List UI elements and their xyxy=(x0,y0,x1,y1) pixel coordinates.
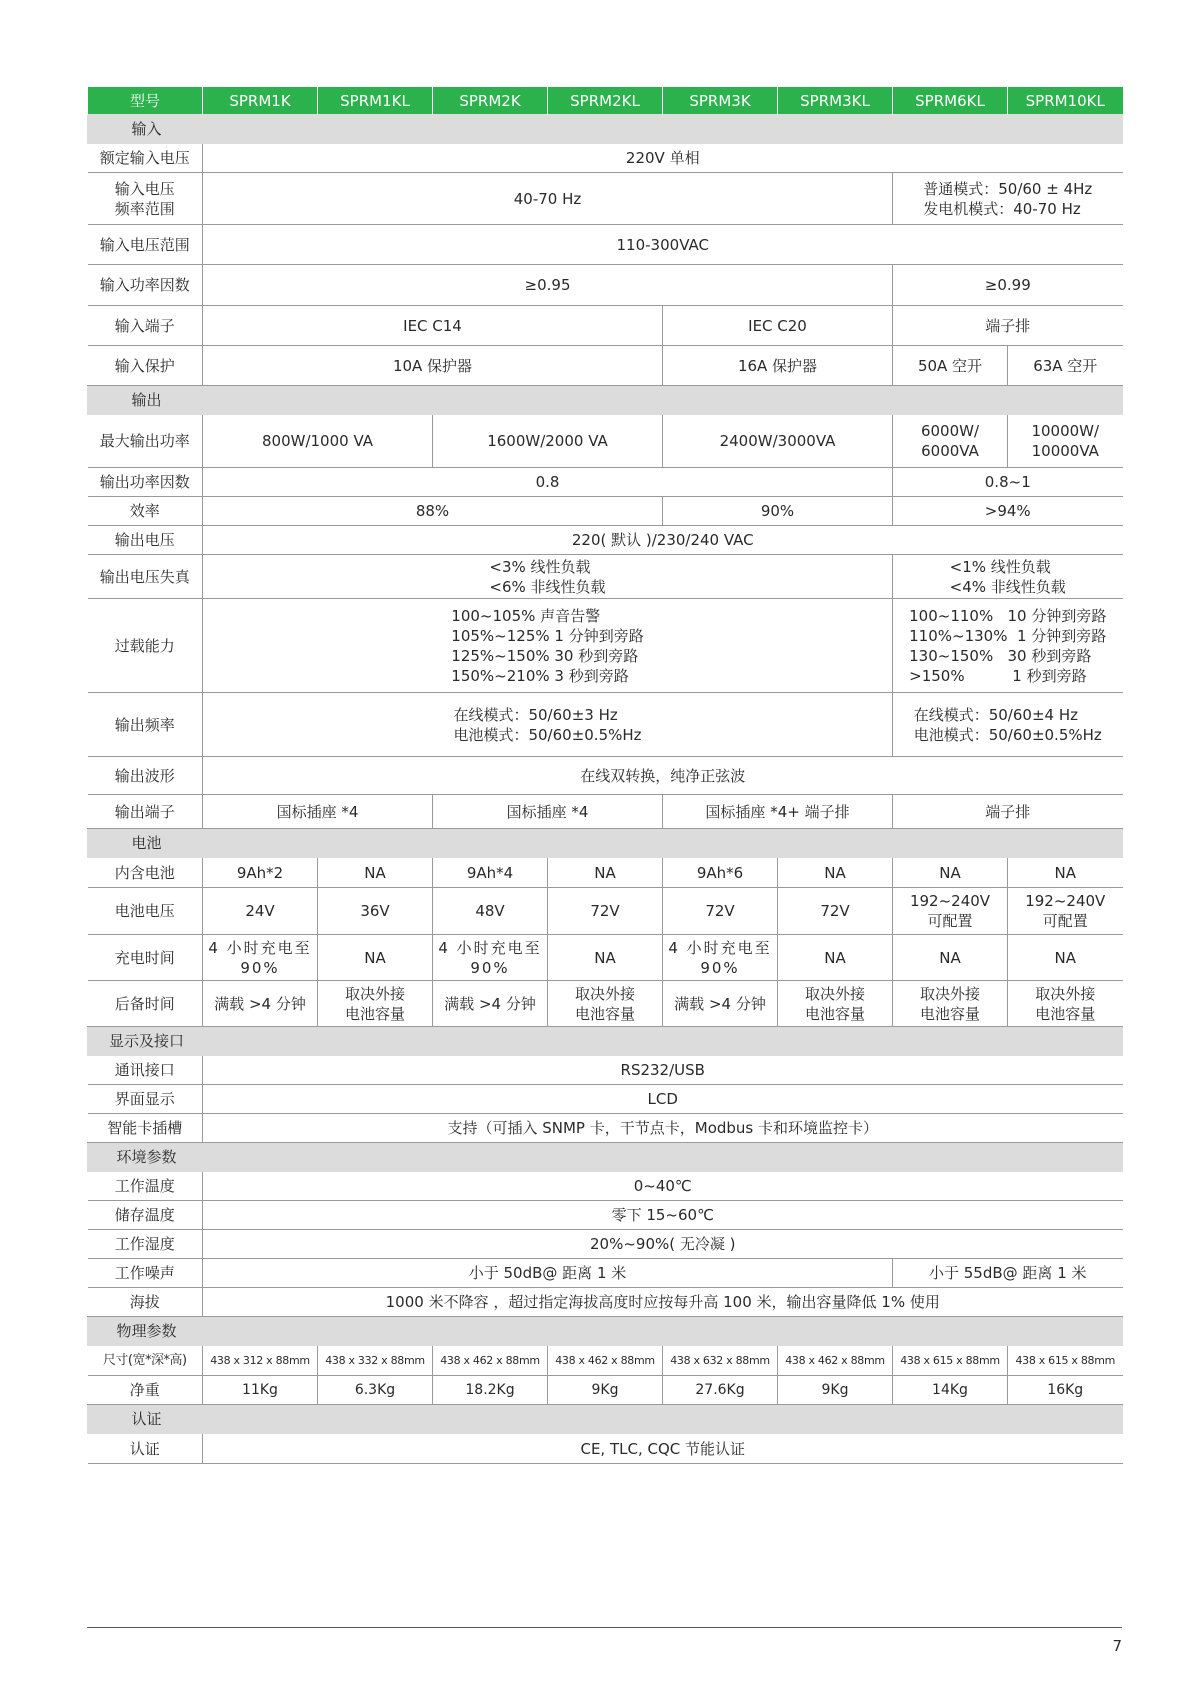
cell: NA xyxy=(1008,935,1123,981)
cell: <1% 线性负载 <4% 非线性负载 xyxy=(893,555,1123,599)
cell: 取决外接 电池容量 xyxy=(318,981,433,1027)
row-label: 后备时间 xyxy=(88,981,203,1027)
cell: 192~240V 可配置 xyxy=(1008,888,1123,935)
cell: 110-300VAC xyxy=(203,225,1123,265)
section-title: 显示及接口 xyxy=(108,1032,184,1050)
table-row xyxy=(88,497,1123,526)
cell: 9Ah*2 xyxy=(203,858,318,888)
table-row xyxy=(88,1376,1123,1405)
model-name: SPRM1KL xyxy=(318,87,433,115)
table-row xyxy=(88,1346,1123,1376)
cell: 国标插座 *4 xyxy=(433,795,663,829)
cell: 88% xyxy=(203,497,663,526)
section-title: 输入 xyxy=(131,120,162,138)
row-label: 输入端子 xyxy=(88,306,203,346)
row-label: 过载能力 xyxy=(88,599,203,693)
cell: CE, TLC, CQC 节能认证 xyxy=(203,1434,1123,1464)
cell: 普通模式：50/60 ± 4Hz 发电机模式：40-70 Hz xyxy=(893,173,1123,225)
table-row xyxy=(88,599,1123,693)
cell: 438 x 462 x 88mm xyxy=(778,1346,893,1376)
cell: 63A 空开 xyxy=(1008,346,1123,386)
row-label: 效率 xyxy=(88,497,203,526)
table-row xyxy=(88,1201,1123,1230)
table-row xyxy=(88,858,1123,888)
section-header xyxy=(88,115,1123,144)
table-row xyxy=(88,415,1123,468)
row-label: 输出电压失真 xyxy=(88,555,203,599)
cell: 72V xyxy=(548,888,663,935)
cell: 100~105% 声音告警 105%~125% 1 分钟到旁路 125%~150% 30 秒到旁路 150%~210% 3 秒到旁路 xyxy=(203,599,893,693)
cell: 支持（可插入 SNMP 卡，干节点卡，Modbus 卡和环境监控卡） xyxy=(203,1114,1123,1143)
footer-divider xyxy=(87,1627,1122,1628)
cell: 2400W/3000VA xyxy=(663,415,893,468)
cell: NA xyxy=(318,858,433,888)
row-label: 充电时间 xyxy=(88,935,203,981)
cell: NA xyxy=(893,858,1008,888)
cell: 72V xyxy=(663,888,778,935)
cell: 438 x 462 x 88mm xyxy=(548,1346,663,1376)
row-label: 工作噪声 xyxy=(88,1259,203,1288)
cell: 0~40℃ xyxy=(203,1172,1123,1201)
table-row xyxy=(88,1288,1123,1317)
row-label: 输入电压 频率范围 xyxy=(88,173,203,225)
cell: 10A 保护器 xyxy=(203,346,663,386)
row-label: 工作温度 xyxy=(88,1172,203,1201)
cell: NA xyxy=(548,935,663,981)
table-row xyxy=(88,795,1123,829)
table-row xyxy=(88,1085,1123,1114)
cell: NA xyxy=(893,935,1008,981)
section-header xyxy=(88,1027,1123,1056)
cell: 小于 50dB@ 距离 1 米 xyxy=(203,1259,893,1288)
cell: 90% xyxy=(663,497,893,526)
cell: 9Kg xyxy=(778,1376,893,1405)
row-label: 输出电压 xyxy=(88,526,203,555)
cell: 192~240V 可配置 xyxy=(893,888,1008,935)
section-header xyxy=(88,1317,1123,1346)
section-header xyxy=(88,386,1123,415)
row-label: 输入功率因数 xyxy=(88,265,203,306)
cell: RS232/USB xyxy=(203,1056,1123,1085)
cell: 438 x 462 x 88mm xyxy=(433,1346,548,1376)
cell: 6000W/ 6000VA xyxy=(893,415,1008,468)
cell: 14Kg xyxy=(893,1376,1008,1405)
page-number: 7 xyxy=(1112,1637,1122,1655)
cell: 800W/1000 VA xyxy=(203,415,433,468)
cell: 100~110% 10 分钟到旁路 110%~130% 1 分钟到旁路 130~150% 30 秒到旁路 >150% 1 秒到旁路 xyxy=(893,599,1123,693)
table-row xyxy=(88,265,1123,306)
table-row xyxy=(88,1114,1123,1143)
table-row xyxy=(88,935,1123,981)
section-title: 环境参数 xyxy=(116,1148,177,1166)
row-label: 通讯接口 xyxy=(88,1056,203,1085)
cell: 72V xyxy=(778,888,893,935)
row-label: 输出功率因数 xyxy=(88,468,203,497)
table-row xyxy=(88,1172,1123,1201)
cell: 40-70 Hz xyxy=(203,173,893,225)
cell: 取决外接 电池容量 xyxy=(893,981,1008,1027)
row-label: 认证 xyxy=(88,1434,203,1464)
table-row xyxy=(88,981,1123,1027)
cell: 50A 空开 xyxy=(893,346,1008,386)
table-row xyxy=(88,144,1123,173)
row-label: 净重 xyxy=(88,1376,203,1405)
model-name: SPRM2KL xyxy=(548,87,663,115)
cell: 取决外接 电池容量 xyxy=(1008,981,1123,1027)
model-name: SPRM3K xyxy=(663,87,778,115)
cell: 满载 >4 分钟 xyxy=(663,981,778,1027)
table-row xyxy=(88,306,1123,346)
model-name: SPRM6KL xyxy=(893,87,1008,115)
cell: NA xyxy=(778,858,893,888)
cell: NA xyxy=(318,935,433,981)
section-header xyxy=(88,1405,1123,1434)
table-row xyxy=(88,1259,1123,1288)
cell: IEC C20 xyxy=(663,306,893,346)
cell: 4 小时充电至 90% xyxy=(663,935,778,981)
cell: 24V xyxy=(203,888,318,935)
table-row xyxy=(88,526,1123,555)
row-label: 输入电压范围 xyxy=(88,225,203,265)
row-label: 输入保护 xyxy=(88,346,203,386)
model-name: SPRM2K xyxy=(433,87,548,115)
cell: 在线模式：50/60±3 Hz 电池模式：50/60±0.5%Hz xyxy=(203,693,893,757)
section-title: 物理参数 xyxy=(116,1322,177,1340)
table-row xyxy=(88,346,1123,386)
section-title: 电池 xyxy=(131,834,162,852)
cell: 48V xyxy=(433,888,548,935)
row-label: 智能卡插槽 xyxy=(88,1114,203,1143)
row-label: 工作湿度 xyxy=(88,1230,203,1259)
cell: 4 小时充电至 90% xyxy=(203,935,318,981)
table-row xyxy=(88,555,1123,599)
row-label: 海拔 xyxy=(88,1288,203,1317)
cell: 16A 保护器 xyxy=(663,346,893,386)
cell: >94% xyxy=(893,497,1123,526)
table-row xyxy=(88,468,1123,497)
table-row xyxy=(88,1056,1123,1085)
cell: 取决外接 电池容量 xyxy=(778,981,893,1027)
spec-table xyxy=(87,86,1123,1464)
cell: 20%~90%( 无冷凝 ) xyxy=(203,1230,1123,1259)
cell: NA xyxy=(778,935,893,981)
row-label: 最大输出功率 xyxy=(88,415,203,468)
table-row xyxy=(88,173,1123,225)
row-label: 额定输入电压 xyxy=(88,144,203,173)
cell: 438 x 312 x 88mm xyxy=(203,1346,318,1376)
cell: NA xyxy=(548,858,663,888)
cell: 1600W/2000 VA xyxy=(433,415,663,468)
cell: 6.3Kg xyxy=(318,1376,433,1405)
header-row xyxy=(88,87,1123,115)
cell: 小于 55dB@ 距离 1 米 xyxy=(893,1259,1123,1288)
section-header xyxy=(88,829,1123,858)
cell: 1000 米不降容 ，超过指定海拔高度时应按每升高 100 米，输出容量降低 1% 使用 xyxy=(203,1288,1123,1317)
cell: 国标插座 *4+ 端子排 xyxy=(663,795,893,829)
cell: IEC C14 xyxy=(203,306,663,346)
cell: 取决外接 电池容量 xyxy=(548,981,663,1027)
row-label: 内含电池 xyxy=(88,858,203,888)
row-label: 输出频率 xyxy=(88,693,203,757)
cell: 438 x 632 x 88mm xyxy=(663,1346,778,1376)
cell: 220V 单相 xyxy=(203,144,1123,173)
cell: 零下 15~60℃ xyxy=(203,1201,1123,1230)
table-row xyxy=(88,888,1123,935)
cell: ≥0.99 xyxy=(893,265,1123,306)
cell: 0.8 xyxy=(203,468,893,497)
cell: 满载 >4 分钟 xyxy=(203,981,318,1027)
cell: 4 小时充电至 90% xyxy=(433,935,548,981)
row-label: 储存温度 xyxy=(88,1201,203,1230)
cell: 0.8~1 xyxy=(893,468,1123,497)
cell: 在线模式：50/60±4 Hz 电池模式：50/60±0.5%Hz xyxy=(893,693,1123,757)
cell: NA xyxy=(1008,858,1123,888)
row-label: 界面显示 xyxy=(88,1085,203,1114)
model-name: SPRM10KL xyxy=(1008,87,1123,115)
cell: 438 x 615 x 88mm xyxy=(893,1346,1008,1376)
cell: 36V xyxy=(318,888,433,935)
cell: 端子排 xyxy=(893,795,1123,829)
cell: 端子排 xyxy=(893,306,1123,346)
cell: 9Ah*6 xyxy=(663,858,778,888)
cell: 10000W/ 10000VA xyxy=(1008,415,1123,468)
cell: 满载 >4 分钟 xyxy=(433,981,548,1027)
cell: <3% 线性负载 <6% 非线性负载 xyxy=(203,555,893,599)
model-label: 型号 xyxy=(88,87,203,115)
table-row xyxy=(88,1230,1123,1259)
model-name: SPRM3KL xyxy=(778,87,893,115)
row-label: 输出端子 xyxy=(88,795,203,829)
cell: 438 x 615 x 88mm xyxy=(1008,1346,1123,1376)
cell: 16Kg xyxy=(1008,1376,1123,1405)
cell: 9Ah*4 xyxy=(433,858,548,888)
cell: 11Kg xyxy=(203,1376,318,1405)
cell: 18.2Kg xyxy=(433,1376,548,1405)
table-row xyxy=(88,1434,1123,1464)
cell: 220( 默认 )/230/240 VAC xyxy=(203,526,1123,555)
table-row xyxy=(88,757,1123,795)
cell: 在线双转换，纯净正弦波 xyxy=(203,757,1123,795)
model-name: SPRM1K xyxy=(203,87,318,115)
cell: LCD xyxy=(203,1085,1123,1114)
cell: ≥0.95 xyxy=(203,265,893,306)
row-label: 输出波形 xyxy=(88,757,203,795)
table-row xyxy=(88,225,1123,265)
section-title: 输出 xyxy=(131,391,162,409)
section-header xyxy=(88,1143,1123,1172)
cell: 438 x 332 x 88mm xyxy=(318,1346,433,1376)
row-label: 尺寸(宽*深*高) xyxy=(88,1346,203,1376)
cell: 国标插座 *4 xyxy=(203,795,433,829)
cell: 27.6Kg xyxy=(663,1376,778,1405)
table-row xyxy=(88,693,1123,757)
row-label: 电池电压 xyxy=(88,888,203,935)
cell: 9Kg xyxy=(548,1376,663,1405)
section-title: 认证 xyxy=(131,1410,162,1428)
